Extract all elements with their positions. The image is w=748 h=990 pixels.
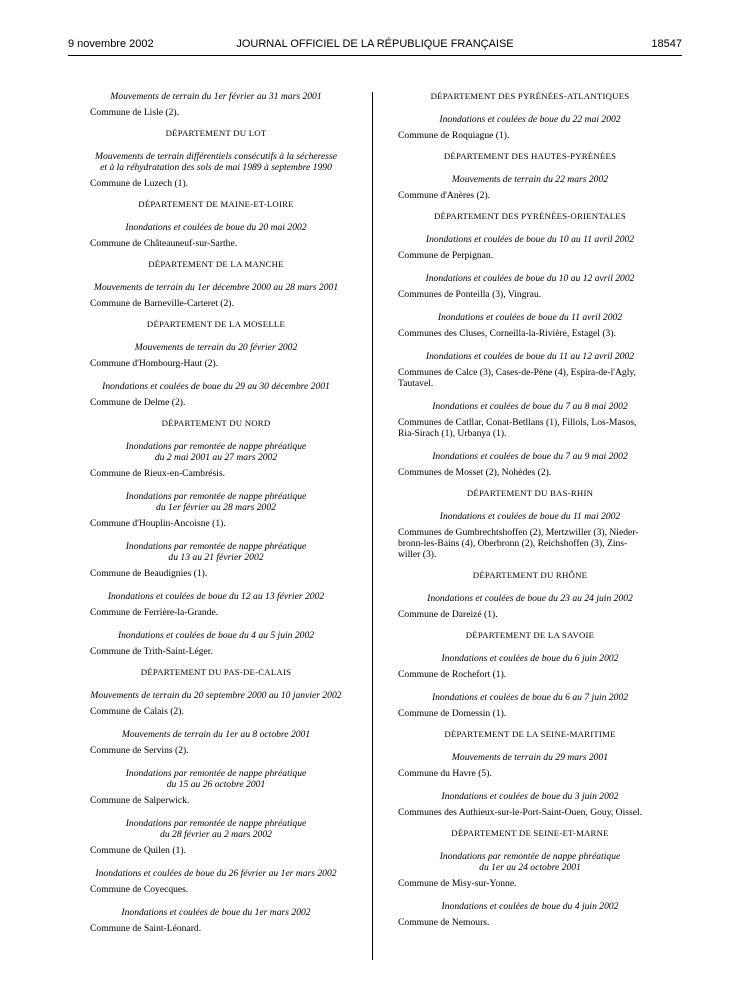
commune-list: Commune de Lisle (2). (90, 107, 179, 118)
department-heading: DÉPARTEMENT DU RHÔNE (472, 570, 588, 580)
event-description: Inondations et coulées de boue du 6 juin 2002 (441, 653, 619, 664)
header-page-number: 18547 (651, 38, 682, 50)
commune-list: Commune de Dareizé (1). (398, 609, 498, 620)
commune-list: Commune de Saint-Léonard. (90, 923, 202, 934)
commune-list: Commune de Rieux-en-Cambrésis. (90, 468, 226, 479)
commune-list: Commune de Salperwick. (90, 795, 190, 806)
header-title: JOURNAL OFFICIEL DE LA RÉPUBLIQUE FRANÇAISE (236, 38, 514, 50)
event-description: Inondations et coulées de boue du 12 au 13 février 2002 (107, 591, 325, 602)
commune-list: Communes de Ponteilla (3), Vingrau. (398, 289, 542, 300)
commune-list: Commune de Perpignan. (398, 250, 494, 261)
commune-list: Commune de Domessin (1). (398, 708, 507, 719)
commune-list: Commune de Ferrière-la-Grande. (90, 607, 219, 618)
event-description: Inondations et coulées de boue du 20 mai 2002 (125, 222, 307, 233)
event-description: Mouvements de terrain du 20 septembre 2000 au 10 janvier 2002 (90, 690, 342, 701)
event-description: Inondations et coulées de boue du 7 au 9 mai 2002 (432, 451, 628, 462)
event-description: Inondations par remontée de nappe phréatique du 1er au 24 octobre 2001 (439, 851, 621, 873)
department-heading: DÉPARTEMENT DU BAS-RHIN (466, 488, 594, 498)
event-description: Mouvements de terrain du 1er février au 31 mars 2001 (110, 91, 322, 102)
event-description: Inondations par remontée de nappe phréatique du 13 au 21 février 2002 (125, 541, 307, 563)
commune-list: Commune de Roquiague (1). (398, 130, 510, 141)
department-heading: DÉPARTEMENT DE LA MANCHE (148, 259, 284, 269)
department-heading: DÉPARTEMENT DES PYRÉNÉES-ATLANTIQUES (430, 91, 630, 101)
commune-list: Commune de Misy-sur-Yonne. (398, 878, 517, 889)
commune-list: Commune du Havre (5). (398, 768, 492, 779)
department-heading: DÉPARTEMENT DU NORD (161, 418, 271, 428)
commune-list: Commune d'Hombourg-Haut (2). (90, 358, 219, 369)
commune-list: Commune de Barneville-Carteret (2). (90, 298, 234, 309)
header-date: 9 novembre 2002 (68, 38, 154, 50)
commune-list: Commune de Nemours. (398, 917, 490, 928)
commune-list: Communes de Calce (3), Cases-de-Pène (4), Espira-de-l'Agly, Tautavel. (398, 367, 636, 389)
event-description: Inondations et coulées de boue du 26 février au 1er mars 2002 (95, 868, 337, 879)
department-heading: DÉPARTEMENT DE LA SEINE-MARITIME (444, 729, 616, 739)
event-description: Inondations et coulées de boue du 10 au 11 avril 2002 (425, 234, 635, 245)
department-heading: DÉPARTEMENT DE LA MOSELLE (146, 319, 286, 329)
department-heading: DÉPARTEMENT DE MAINE-ET-LOIRE (138, 199, 294, 209)
department-heading: DÉPARTEMENT DES HAUTES-PYRÉNÉES (443, 151, 617, 161)
event-description: Inondations et coulées de boue du 11 avril 2002 (437, 312, 623, 323)
event-description: Inondations et coulées de boue du 4 au 5 juin 2002 (117, 630, 315, 641)
column-divider (372, 92, 373, 960)
event-description: Mouvements de terrain du 29 mars 2001 (451, 752, 609, 763)
commune-list: Commune de Delme (2). (90, 397, 186, 408)
event-description: Inondations par remontée de nappe phréatique du 1er février au 28 mars 2002 (125, 491, 307, 513)
event-description: Inondations par remontée de nappe phréatique du 28 février au 2 mars 2002 (125, 818, 307, 840)
event-description: Inondations et coulées de boue du 7 au 8 mai 2002 (432, 401, 628, 412)
commune-list: Communes de Gumbrechtshoffen (2), Mertzwiller (3), Nieder- bronn-les-Bains (4), Oberbronn (2), Reichshoffen (3), Zins- willer (3). (398, 527, 639, 560)
commune-list: Commune de Rochefort (1). (398, 669, 507, 680)
event-description: Inondations et coulées de boue du 3 juin 2002 (441, 791, 619, 802)
commune-list: Commune de Coyecques. (90, 884, 189, 895)
event-description: Mouvements de terrain du 20 février 2002 (134, 342, 298, 353)
commune-list: Commune de Trith-Saint-Léger. (90, 646, 213, 657)
commune-list: Communes des Authieux-sur-le-Port-Saint-Ouen, Gouy, Oissel. (398, 807, 643, 818)
event-description: Inondations et coulées de boue du 1er mars 2002 (121, 907, 311, 918)
commune-list: Commune d'Anères (2). (398, 190, 491, 201)
right-column (396, 91, 664, 928)
event-description: Inondations par remontée de nappe phréatique du 2 mai 2001 au 27 mars 2002 (125, 441, 307, 463)
event-description: Inondations et coulées de boue du 22 mai 2002 (439, 114, 621, 125)
event-description: Mouvements de terrain différentiels consécutifs à la sécheresse et à la réhydratation des sols de mai 1989 à septembre 1990 (94, 151, 337, 173)
department-heading: DÉPARTEMENT DU LOT (165, 128, 267, 138)
department-heading: DÉPARTEMENT DE SEINE-ET-MARNE (451, 828, 609, 838)
commune-list: Commune de Châteauneuf-sur-Sarthe. (90, 238, 238, 249)
commune-list: Commune de Servins (2). (90, 745, 189, 756)
event-description: Mouvements de terrain du 1er décembre 2000 au 28 mars 2001 (93, 282, 339, 293)
department-heading: DÉPARTEMENT DE LA SAVOIE (465, 630, 595, 640)
event-description: Inondations par remontée de nappe phréatique du 15 au 26 octobre 2001 (125, 768, 307, 790)
header-rule (68, 55, 682, 56)
page-header (68, 38, 682, 54)
event-description: Mouvements de terrain du 22 mars 2002 (451, 174, 609, 185)
event-description: Inondations et coulées de boue du 10 au 12 avril 2002 (425, 273, 635, 284)
commune-list: Commune de Calais (2). (90, 706, 184, 717)
department-heading: DÉPARTEMENT DES PYRÉNÉES-ORIENTALES (434, 211, 626, 221)
commune-list: Communes de Catllar, Conat-Betllans (1), Fillols, Los-Masos, Ria-Sirach (1), Urbanya (1). (398, 417, 637, 439)
event-description: Inondations et coulées de boue du 11 au 12 avril 2002 (425, 351, 635, 362)
commune-list: Commune de Luzech (1). (90, 178, 189, 189)
event-description: Mouvements de terrain du 1er au 8 octobre 2001 (121, 729, 311, 740)
event-description: Inondations et coulées de boue du 4 juin 2002 (441, 901, 619, 912)
event-description: Inondations et coulées de boue du 6 au 7 juin 2002 (431, 692, 629, 703)
department-heading: DÉPARTEMENT DU PAS-DE-CALAIS (140, 667, 292, 677)
commune-list: Commune de Quilen (1). (90, 845, 186, 856)
event-description: Inondations et coulées de boue du 29 au 30 décembre 2001 (102, 381, 330, 392)
commune-list: Commune de Beaudignies (1). (90, 568, 208, 579)
commune-list: Commune d'Houplin-Ancoisne (1). (90, 518, 226, 529)
event-description: Inondations et coulées de boue du 11 mai 2002 (439, 511, 621, 522)
left-column (68, 91, 364, 934)
commune-list: Communes des Cluses, Corneilla-la-Rivière, Estagel (3). (398, 328, 616, 339)
event-description: Inondations et coulées de boue du 23 au 24 juin 2002 (427, 593, 633, 604)
commune-list: Communes de Mosset (2), Nohèdes (2). (398, 467, 552, 478)
